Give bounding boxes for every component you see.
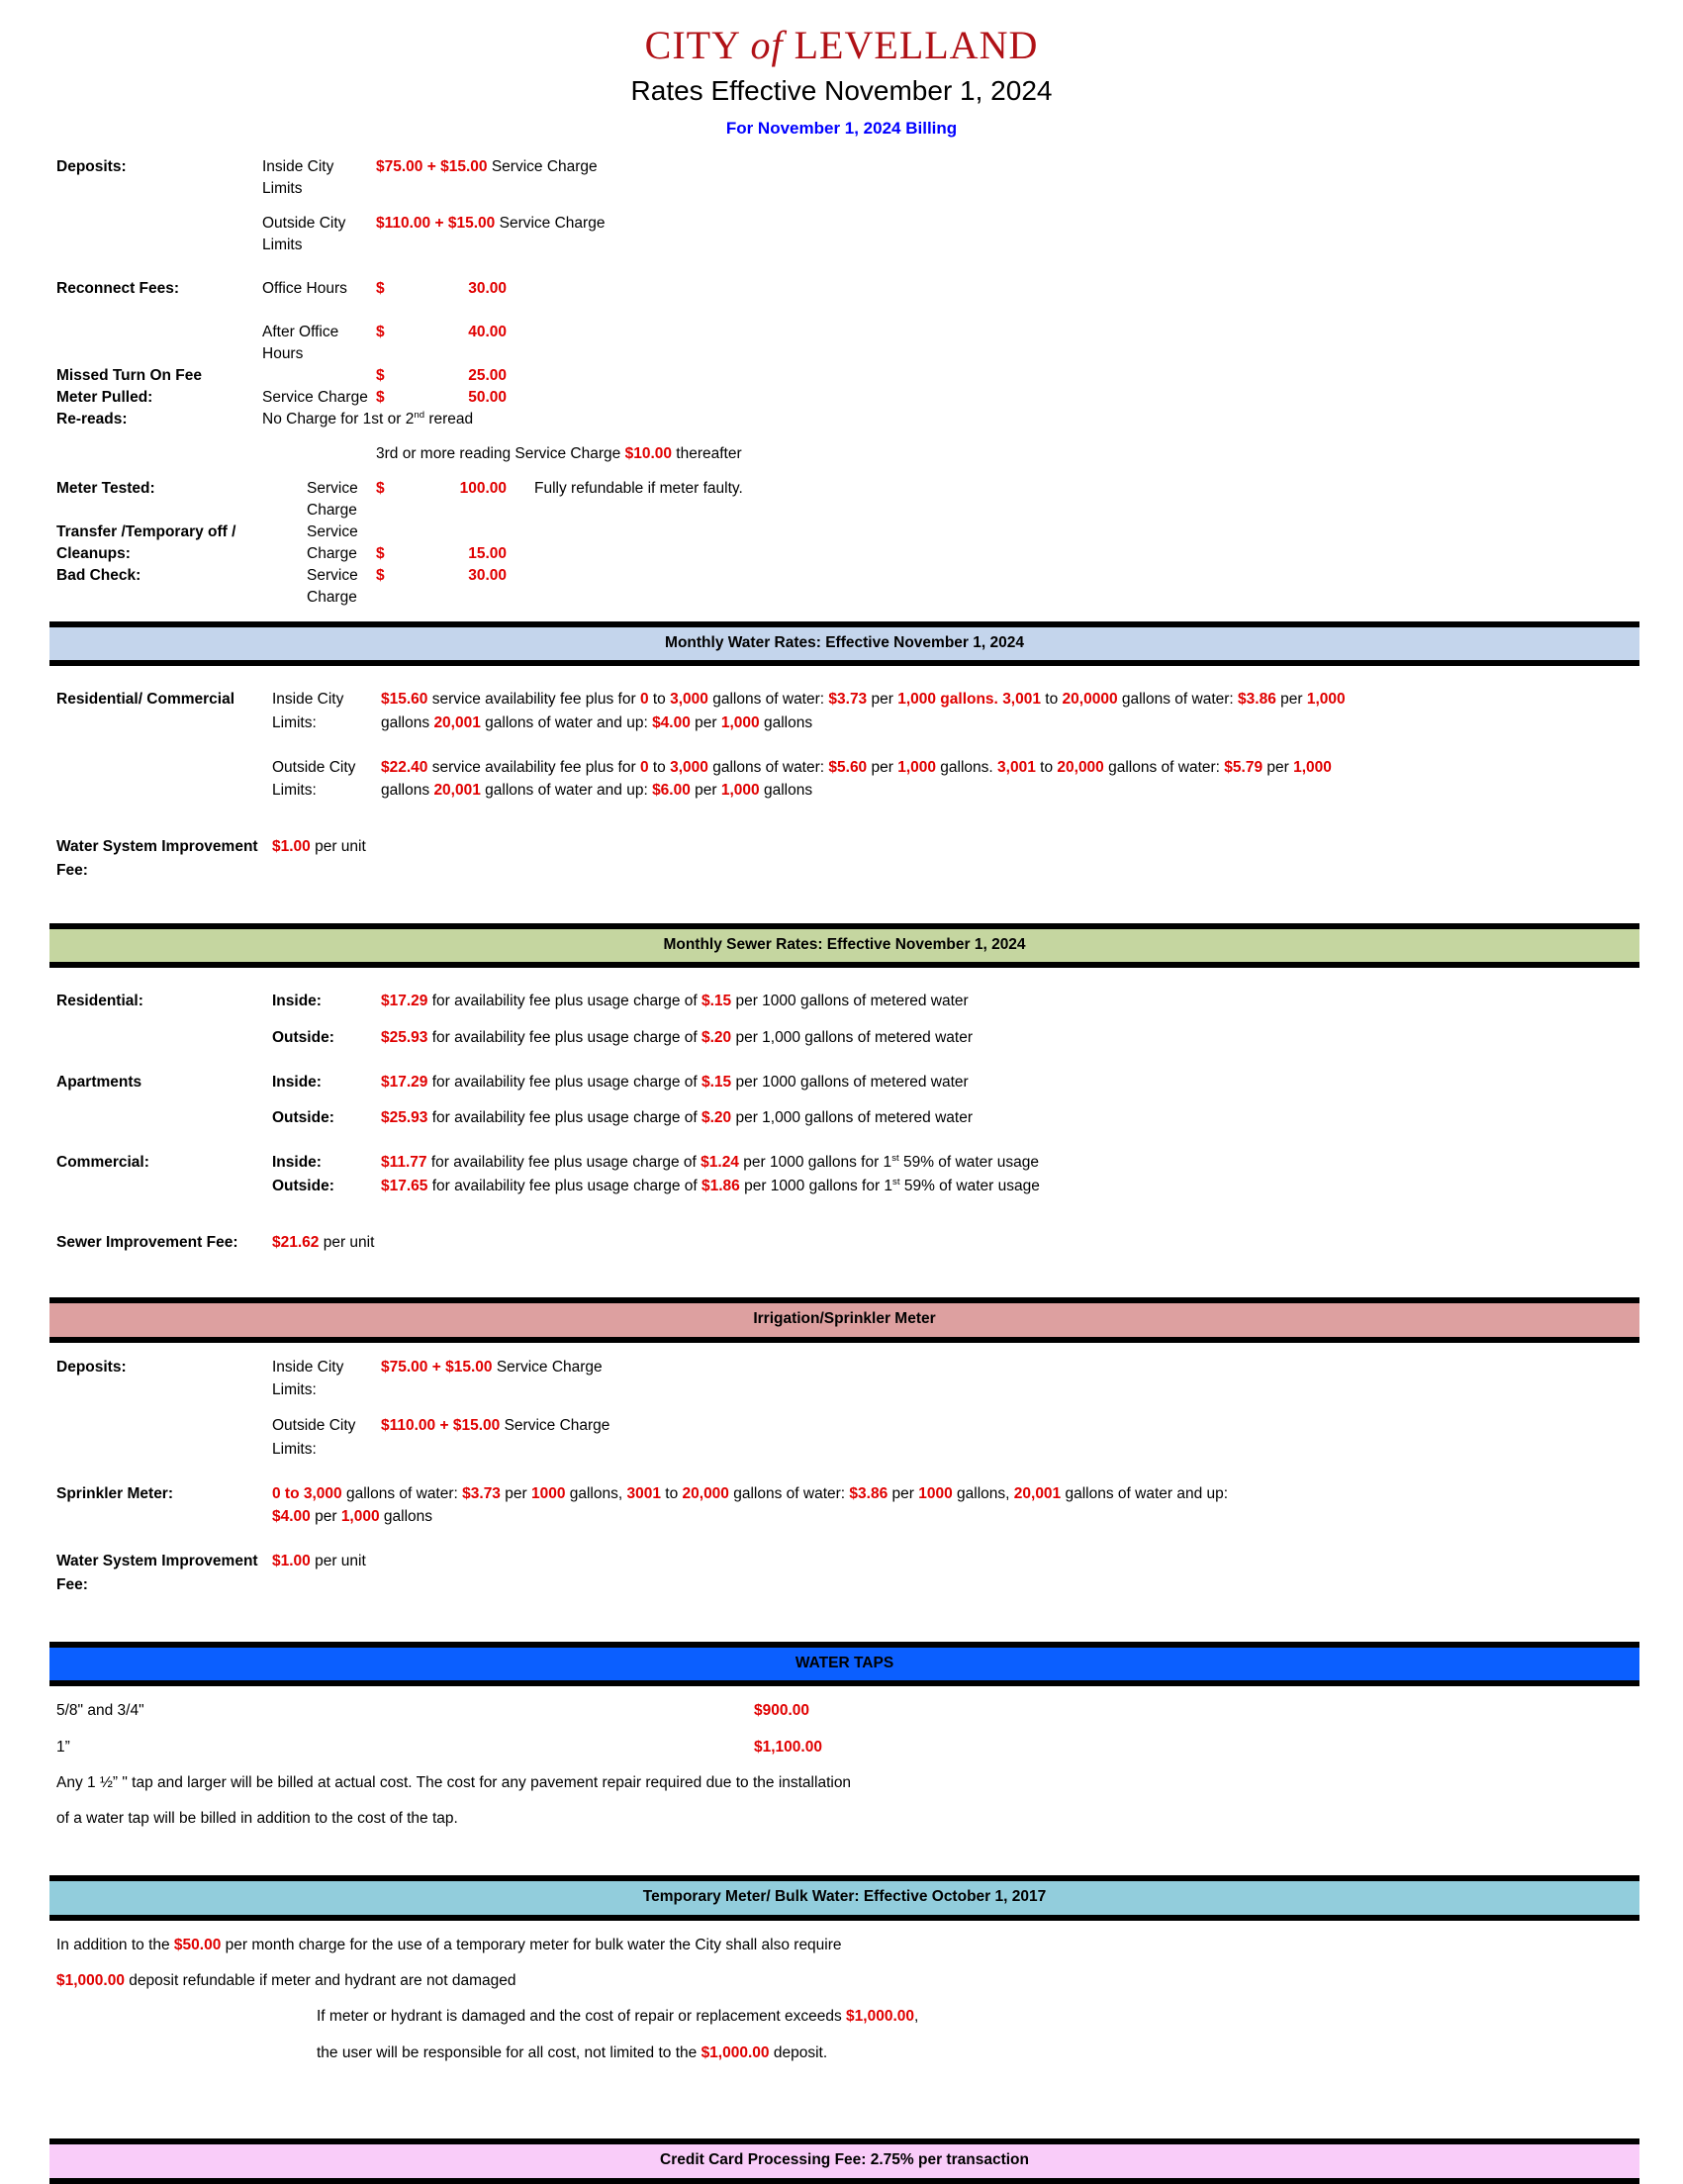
sewer-residential-outside-sub: Outside: <box>272 1028 334 1046</box>
water-inside-tier2-high: 20,0000 <box>1062 691 1118 709</box>
irrigation-wsif-tail: per unit <box>310 1553 366 1570</box>
rereads-ordinal-sup: nd <box>414 409 425 421</box>
deposit-outside-plus: + <box>434 214 444 232</box>
irrigation-wsif-label: Water System Improvement Fee: <box>56 1553 258 1593</box>
document-header <box>0 0 1683 139</box>
meter-tested-note: Fully refundable if meter faulty. <box>534 479 743 497</box>
irrigation-inside-sub: Inside City Limits: <box>272 1358 344 1399</box>
sewer-apt-inside-mid: for availability fee plus usage charge of <box>427 1073 701 1091</box>
water-outside-tier3-low: 20,001 <box>433 782 481 800</box>
irrigation-inside-service-amount: $15.00 <box>445 1358 493 1376</box>
temp-meter-l3-b: , <box>914 2008 919 2026</box>
sewer-improvement-fee-value <box>272 1231 1683 1254</box>
fees-section <box>0 156 1683 609</box>
water-outside-sub: Outside City Limits: <box>272 758 356 800</box>
rereads-line1-b: reread <box>424 410 474 427</box>
temp-meter-line2 <box>0 1969 1683 1992</box>
irrigation-outside-blank <box>0 1414 272 1437</box>
sewer-res-outside-rate: $.20 <box>701 1028 732 1046</box>
water-taps-section <box>0 1699 1683 1830</box>
deposit-inside-amount: $75.00 <box>376 157 423 175</box>
sewer-residential-outside-blank <box>0 1026 272 1049</box>
banner-credit-card-processing-fee: Credit Card Processing Fee: 2.75% per transaction <box>49 2138 1639 2184</box>
rereads-label: Re-reads: <box>56 410 128 427</box>
sprinkler-tier2-low: 3001 <box>626 1484 661 1502</box>
water-inside-t8: per <box>867 691 898 709</box>
transfer-amount: 15.00 <box>468 544 507 562</box>
deposit-inside-tail: Service Charge <box>491 157 598 175</box>
sewer-rates-section <box>0 990 1683 1254</box>
water-inside-t4: to <box>648 691 671 709</box>
residential-commercial-label: Residential/ Commercial <box>56 691 235 709</box>
reconnect-after-hours-row <box>0 322 1683 365</box>
subtitle-billing-note: For November 1, 2024 Billing <box>725 119 958 139</box>
water-outside-l2-t3: gallons of water and up: <box>480 782 653 800</box>
sprinkler-tier1-unit: 1000 <box>530 1484 566 1502</box>
sewer-apartments-outside-row <box>0 1106 1683 1129</box>
bad-check-label: Bad Check: <box>56 566 141 584</box>
water-tap-row <box>0 1699 1683 1722</box>
sprinkler-meter-label: Sprinkler Meter: <box>56 1484 174 1502</box>
missed-turn-on-sub <box>262 365 376 387</box>
water-system-improvement-fee-tail: per unit <box>310 838 366 856</box>
sewer-res-outside-availability: $25.93 <box>381 1028 428 1046</box>
sewer-commercial-outside-sub: Outside: <box>272 1177 334 1194</box>
sprinkler-t12: per <box>888 1484 919 1502</box>
deposits-outside-row <box>0 213 1683 256</box>
temp-meter-l2-b: deposit refundable if meter and hydrant are not damaged <box>124 1972 516 1990</box>
irrigation-inside-value <box>381 1356 1683 1378</box>
meter-pulled-sub: Service Charge <box>262 388 368 406</box>
irrigation-inside-plus: + <box>427 1358 446 1376</box>
temp-meter-l1-a: In addition to the <box>56 1936 174 1953</box>
sewer-apartments-label: Apartments <box>56 1073 142 1091</box>
sewer-improvement-fee-tail: per unit <box>319 1233 375 1251</box>
water-outside-t4: to <box>648 758 671 776</box>
temp-meter-repair-threshold: $1,000.00 <box>846 2008 914 2026</box>
sewer-apt-outside-availability: $25.93 <box>381 1109 428 1127</box>
bad-check-sub: Service Charge <box>307 566 358 606</box>
sewer-improvement-fee-amount: $21.62 <box>272 1233 320 1251</box>
sprinkler-l2-t4: gallons <box>379 1508 433 1526</box>
sewer-com-inside-ordinal: st <box>891 1153 899 1165</box>
sewer-res-outside-mid: for availability fee plus usage charge of <box>427 1028 701 1046</box>
water-rates-section <box>0 688 1683 882</box>
banner-water-taps: WATER TAPS <box>49 1642 1639 1687</box>
water-outside-t6: gallons of water: <box>707 758 829 776</box>
irrigation-inside-deposit-amount: $75.00 <box>381 1358 428 1376</box>
water-outside-t2: service availability fee plus for <box>427 758 640 776</box>
after-office-dollar-sign: $ <box>376 323 385 340</box>
sewer-res-inside-availability: $17.29 <box>381 993 428 1010</box>
temp-meter-monthly-charge: $50.00 <box>173 1936 222 1953</box>
rereads-line1 <box>262 409 1683 430</box>
missed-turn-on-row <box>0 365 1683 387</box>
meter-pulled-row <box>0 387 1683 409</box>
sewer-com-inside-mid: for availability fee plus usage charge of <box>426 1154 701 1172</box>
office-hours-sub: Office Hours <box>262 279 347 297</box>
meter-pulled-amount: 50.00 <box>468 388 507 406</box>
temp-meter-l1-b: per month charge for the use of a temporary meter for bulk water the City shall also require <box>221 1936 842 1953</box>
bad-check-row <box>0 565 1683 609</box>
water-tap-price: $900.00 <box>754 1702 810 1720</box>
water-system-improvement-fee-row <box>0 835 1683 882</box>
water-inside-t14: gallons of water: <box>1117 691 1239 709</box>
water-outside-tier3-unit: 1,000 <box>720 782 760 800</box>
water-tap-size: 1” <box>56 1738 70 1756</box>
sewer-res-inside-mid: for availability fee plus usage charge of <box>427 993 701 1010</box>
sprinkler-tier1-range: 0 to 3,000 <box>272 1484 342 1502</box>
office-hours-dollar-sign: $ <box>376 279 385 297</box>
meter-tested-dollar-sign: $ <box>376 479 385 497</box>
rereads-row <box>0 409 1683 430</box>
rereads-thereafter-indent <box>262 443 376 465</box>
sprinkler-tier1-rate: $3.73 <box>462 1484 501 1502</box>
temp-meter-l3-a: If meter or hydrant is damaged and the cost of repair or replacement exceeds <box>317 2008 847 2026</box>
irrigation-wsif-amount: $1.00 <box>272 1553 311 1570</box>
water-inside-tier1-high: 3,000 <box>670 691 708 709</box>
rereads-line2-b: thereafter <box>672 444 742 462</box>
irrigation-outside-tail: Service Charge <box>500 1417 610 1435</box>
water-outside-t10: gallons. <box>936 758 998 776</box>
water-taps-note-line1: Any 1 ½” " tap and larger will be billed at actual cost. The cost for any pavement repair required due to the installation <box>56 1773 852 1791</box>
sewer-residential-inside-row <box>0 990 1683 1012</box>
sprinkler-meter-row <box>0 1482 1683 1529</box>
water-outside-t14: gallons of water: <box>1103 758 1225 776</box>
temp-meter-line4 <box>0 2042 1683 2064</box>
missed-turn-on-dollar-sign: $ <box>376 366 385 384</box>
meter-pulled-label: Meter Pulled: <box>56 388 153 406</box>
page-title <box>0 24 1683 67</box>
bad-check-amount: 30.00 <box>468 566 507 584</box>
rereads-thereafter-blank <box>0 443 262 465</box>
water-inside-l2-t7: gallons <box>759 713 813 731</box>
irrigation-deposit-outside-row <box>0 1414 1683 1461</box>
sprinkler-tier2-unit: 1000 <box>918 1484 953 1502</box>
sewer-res-inside-tail: per 1000 gallons of metered water <box>731 993 969 1010</box>
temporary-meter-section <box>0 1934 1683 2064</box>
sewer-residential-label: Residential: <box>56 993 143 1010</box>
sprinkler-t2: gallons of water: <box>341 1484 463 1502</box>
water-inside-tier1-unit: 1,000 gallons. <box>897 691 998 709</box>
water-outside-l2-t5: per <box>690 782 721 800</box>
sewer-apt-inside-tail: per 1000 gallons of metered water <box>731 1073 969 1091</box>
water-outside-tier2-unit: 1,000 <box>1293 758 1332 776</box>
water-inside-text <box>381 688 1683 734</box>
water-outside-tier2-rate: $5.79 <box>1224 758 1263 776</box>
transfer-sub: Service Charge <box>307 522 358 562</box>
reconnect-office-hours-row <box>0 278 1683 300</box>
sewer-commercial-outside-row <box>0 1175 1683 1197</box>
transfer-label-line2: Cleanups: <box>56 544 131 562</box>
water-outside-t16: per <box>1262 758 1294 776</box>
meter-tested-row <box>0 478 1683 522</box>
deposit-outside-amount: $110.00 <box>376 214 431 232</box>
sewer-apartments-outside-text <box>381 1106 1683 1129</box>
meter-pulled-dollar-sign: $ <box>376 388 385 406</box>
water-system-improvement-fee-value <box>272 835 1683 858</box>
meter-tested-amount: 100.00 <box>459 479 507 497</box>
sprinkler-t10: gallons of water: <box>728 1484 850 1502</box>
sprinkler-meter-text <box>272 1482 1683 1529</box>
sprinkler-t6: gallons, <box>565 1484 627 1502</box>
irrigation-wsif-row <box>0 1550 1683 1596</box>
water-inside-t2: service availability fee plus for <box>427 691 640 709</box>
deposit-outside-service-amount: $15.00 <box>447 214 496 232</box>
water-inside-t6: gallons of water: <box>707 691 829 709</box>
banner-monthly-water-rates: Monthly Water Rates: Effective November 1, 2024 <box>49 621 1639 667</box>
sewer-apartments-inside-row <box>0 1071 1683 1093</box>
irrigation-outside-service-amount: $15.00 <box>452 1417 501 1435</box>
transfer-label-line1: Transfer /Temporary off / <box>56 522 236 540</box>
sewer-com-outside-availability: $17.65 <box>381 1177 428 1194</box>
water-outside-blank <box>0 756 272 779</box>
deposits-outside-sub: Outside City Limits <box>262 214 346 253</box>
sprinkler-tier3-low: 20,001 <box>1013 1484 1062 1502</box>
water-system-improvement-fee-label: Water System Improvement Fee: <box>56 838 258 879</box>
water-outside-tier3-rate: $6.00 <box>652 782 691 800</box>
sewer-apartments-outside-sub: Outside: <box>272 1109 334 1127</box>
meter-tested-label: Meter Tested: <box>56 479 155 497</box>
water-tap-price: $1,100.00 <box>754 1738 822 1756</box>
sewer-improvement-fee-label: Sewer Improvement Fee: <box>56 1233 238 1251</box>
reconnect-fees-label: Reconnect Fees: <box>56 279 180 297</box>
sewer-apt-inside-rate: $.15 <box>701 1073 732 1091</box>
deposits-label: Deposits: <box>56 157 127 175</box>
bad-check-dollar-sign: $ <box>376 566 385 584</box>
sewer-commercial-inside-text <box>381 1151 1683 1174</box>
irrigation-outside-deposit-amount: $110.00 <box>381 1417 436 1435</box>
sprinkler-tier3-unit: 1,000 <box>340 1508 380 1526</box>
deposits-outside-value <box>376 213 1683 235</box>
deposits-inside-value <box>376 156 1683 178</box>
water-inside-sub: Inside City Limits: <box>272 691 344 731</box>
temp-meter-l4-a: the user will be responsible for all cost, not limited to the <box>317 2043 701 2061</box>
sprinkler-tier2-high: 20,000 <box>682 1484 729 1502</box>
sprinkler-tier3-rate: $4.00 <box>272 1508 311 1526</box>
title-city-name: LEVELLAND <box>794 23 1039 67</box>
water-inside-l2-t1: gallons <box>381 713 434 731</box>
sewer-commercial-label: Commercial: <box>56 1154 149 1172</box>
water-inside-tier1-rate: $3.73 <box>828 691 868 709</box>
temp-meter-line3 <box>0 2005 1683 2028</box>
sewer-res-inside-rate: $.15 <box>701 993 732 1010</box>
temp-meter-l4-b: deposit. <box>769 2043 828 2061</box>
water-outside-tier1-high: 3,000 <box>670 758 708 776</box>
water-outside-l2-t7: gallons <box>759 782 813 800</box>
sprinkler-t8: to <box>660 1484 683 1502</box>
deposit-inside-service-amount: $15.00 <box>440 157 488 175</box>
water-tap-row <box>0 1736 1683 1758</box>
after-office-hours-sub: After Office Hours <box>262 323 339 362</box>
sewer-apt-outside-mid: for availability fee plus usage charge of <box>427 1109 701 1127</box>
office-hours-amount: 30.00 <box>468 279 507 297</box>
irrigation-inside-tail: Service Charge <box>492 1358 603 1376</box>
irrigation-wsif-value <box>272 1550 1683 1572</box>
rereads-thereafter-row <box>0 443 1683 465</box>
water-system-improvement-fee-amount: $1.00 <box>272 838 311 856</box>
rereads-line2-a: 3rd or more reading Service Charge <box>376 444 625 462</box>
sewer-com-outside-tail-b: 59% of water usage <box>899 1177 1040 1194</box>
water-outside-availability-fee: $22.40 <box>381 758 428 776</box>
banner-temporary-meter-bulk-water: Temporary Meter/ Bulk Water: Effective October 1, 2017 <box>49 1875 1639 1921</box>
sprinkler-tier2-rate: $3.86 <box>849 1484 888 1502</box>
sewer-commercial-outside-blank <box>0 1175 272 1197</box>
sprinkler-t4: per <box>500 1484 531 1502</box>
irrigation-outside-value <box>381 1414 1683 1437</box>
sewer-com-inside-rate: $1.24 <box>701 1154 739 1172</box>
meter-tested-sub: Service Charge <box>307 479 358 519</box>
deposit-outside-tail: Service Charge <box>499 214 606 232</box>
sewer-com-outside-mid: for availability fee plus usage charge of <box>427 1177 701 1194</box>
water-inside-tier3-rate: $4.00 <box>652 713 691 731</box>
irrigation-section <box>0 1356 1683 1596</box>
water-inside-l2-t3: gallons of water and up: <box>480 713 653 731</box>
deposits-outside-blank <box>0 213 262 235</box>
sewer-residential-outside-text <box>381 1026 1683 1049</box>
water-taps-note-line2: of a water tap will be billed in addition to the cost of the tap. <box>56 1810 458 1828</box>
water-inside-t16: per <box>1275 691 1307 709</box>
sewer-residential-outside-row <box>0 1026 1683 1049</box>
after-office-amount: 40.00 <box>468 323 507 340</box>
sewer-com-outside-rate: $1.86 <box>701 1177 740 1194</box>
water-outside-l2-t1: gallons <box>381 782 434 800</box>
rereads-line1-a: No Charge for 1st or 2 <box>262 410 415 427</box>
transfer-dollar-sign: $ <box>376 544 385 562</box>
sewer-apt-inside-availability: $17.29 <box>381 1073 428 1091</box>
water-inside-row <box>0 688 1683 734</box>
banner-monthly-sewer-rates: Monthly Sewer Rates: Effective November 1, 2024 <box>49 923 1639 969</box>
sewer-apartments-outside-blank <box>0 1106 272 1129</box>
water-inside-availability-fee: $15.60 <box>381 691 428 709</box>
water-outside-row <box>0 756 1683 803</box>
sewer-residential-inside-sub: Inside: <box>272 993 322 1010</box>
sprinkler-t16: gallons of water and up: <box>1061 1484 1229 1502</box>
water-tap-size: 5/8" and 3/4" <box>56 1702 144 1720</box>
rereads-line2-amount: $10.00 <box>624 444 672 462</box>
water-inside-tier2-rate: $3.86 <box>1238 691 1276 709</box>
sewer-com-inside-tail-b: 59% of water usage <box>898 1154 1039 1172</box>
water-outside-tier2-low: 3,001 <box>997 758 1036 776</box>
missed-turn-on-amount: 25.00 <box>468 366 507 384</box>
water-outside-tier1-unit: 1,000 <box>897 758 936 776</box>
temp-meter-deposit-reference: $1,000.00 <box>701 2043 770 2061</box>
transfer-cleanups-label <box>0 522 262 565</box>
water-outside-text <box>381 756 1683 803</box>
sewer-apt-outside-rate: $.20 <box>701 1109 732 1127</box>
sewer-com-outside-ordinal: st <box>892 1176 900 1187</box>
rereads-line2 <box>376 443 1683 465</box>
missed-turn-on-label: Missed Turn On Fee <box>56 366 202 384</box>
water-outside-tier1-rate: $5.60 <box>828 758 868 776</box>
sprinkler-l2-t2: per <box>310 1508 341 1526</box>
temp-meter-deposit-amount: $1,000.00 <box>56 1972 125 1990</box>
sewer-apt-outside-tail: per 1,000 gallons of metered water <box>731 1109 974 1127</box>
water-inside-t12: to <box>1040 691 1063 709</box>
sewer-com-inside-availability: $11.77 <box>381 1154 427 1172</box>
title-of-word: of <box>750 23 784 67</box>
sewer-apartments-inside-text <box>381 1071 1683 1093</box>
deposits-inside-sub: Inside City Limits <box>262 157 334 197</box>
sewer-com-outside-tail-a: per 1000 gallons for 1 <box>739 1177 893 1194</box>
irrigation-outside-plus: + <box>435 1417 453 1435</box>
sewer-improvement-fee-row <box>0 1231 1683 1254</box>
water-outside-t12: to <box>1035 758 1058 776</box>
water-inside-tier3-low: 20,001 <box>433 713 481 731</box>
sprinkler-t14: gallons, <box>952 1484 1014 1502</box>
water-outside-t8: per <box>867 758 898 776</box>
water-inside-tier2-low: 3,001 <box>1002 691 1041 709</box>
sewer-res-outside-tail: per 1,000 gallons of metered water <box>731 1028 974 1046</box>
water-inside-tier1-low: 0 <box>639 691 649 709</box>
sewer-residential-inside-text <box>381 990 1683 1012</box>
sewer-commercial-inside-row <box>0 1151 1683 1174</box>
water-inside-l2-t5: per <box>690 713 721 731</box>
irrigation-outside-sub: Outside City Limits: <box>272 1417 356 1458</box>
irrigation-deposits-label: Deposits: <box>56 1358 127 1376</box>
sewer-apartments-inside-sub: Inside: <box>272 1073 322 1091</box>
deposit-inside-plus: + <box>426 157 436 175</box>
subtitle-rates-effective: Rates Effective November 1, 2024 <box>630 75 1053 106</box>
transfer-cleanups-row <box>0 522 1683 565</box>
irrigation-deposit-inside-row <box>0 1356 1683 1402</box>
sewer-commercial-inside-sub: Inside: <box>272 1154 322 1172</box>
title-city-word: CITY <box>644 23 740 67</box>
water-outside-tier1-low: 0 <box>639 758 649 776</box>
water-outside-tier2-high: 20,000 <box>1057 758 1104 776</box>
banner-irrigation-sprinkler-meter: Irrigation/Sprinkler Meter <box>49 1297 1639 1343</box>
water-inside-tier3-unit: 1,000 <box>720 713 760 731</box>
deposits-row <box>0 156 1683 200</box>
water-inside-tier2-unit: 1,000 <box>1306 691 1346 709</box>
after-hours-blank <box>0 322 262 343</box>
sewer-com-inside-tail-a: per 1000 gallons for 1 <box>738 1154 892 1172</box>
sewer-commercial-outside-text <box>381 1175 1683 1197</box>
temp-meter-line1 <box>0 1934 1683 1956</box>
